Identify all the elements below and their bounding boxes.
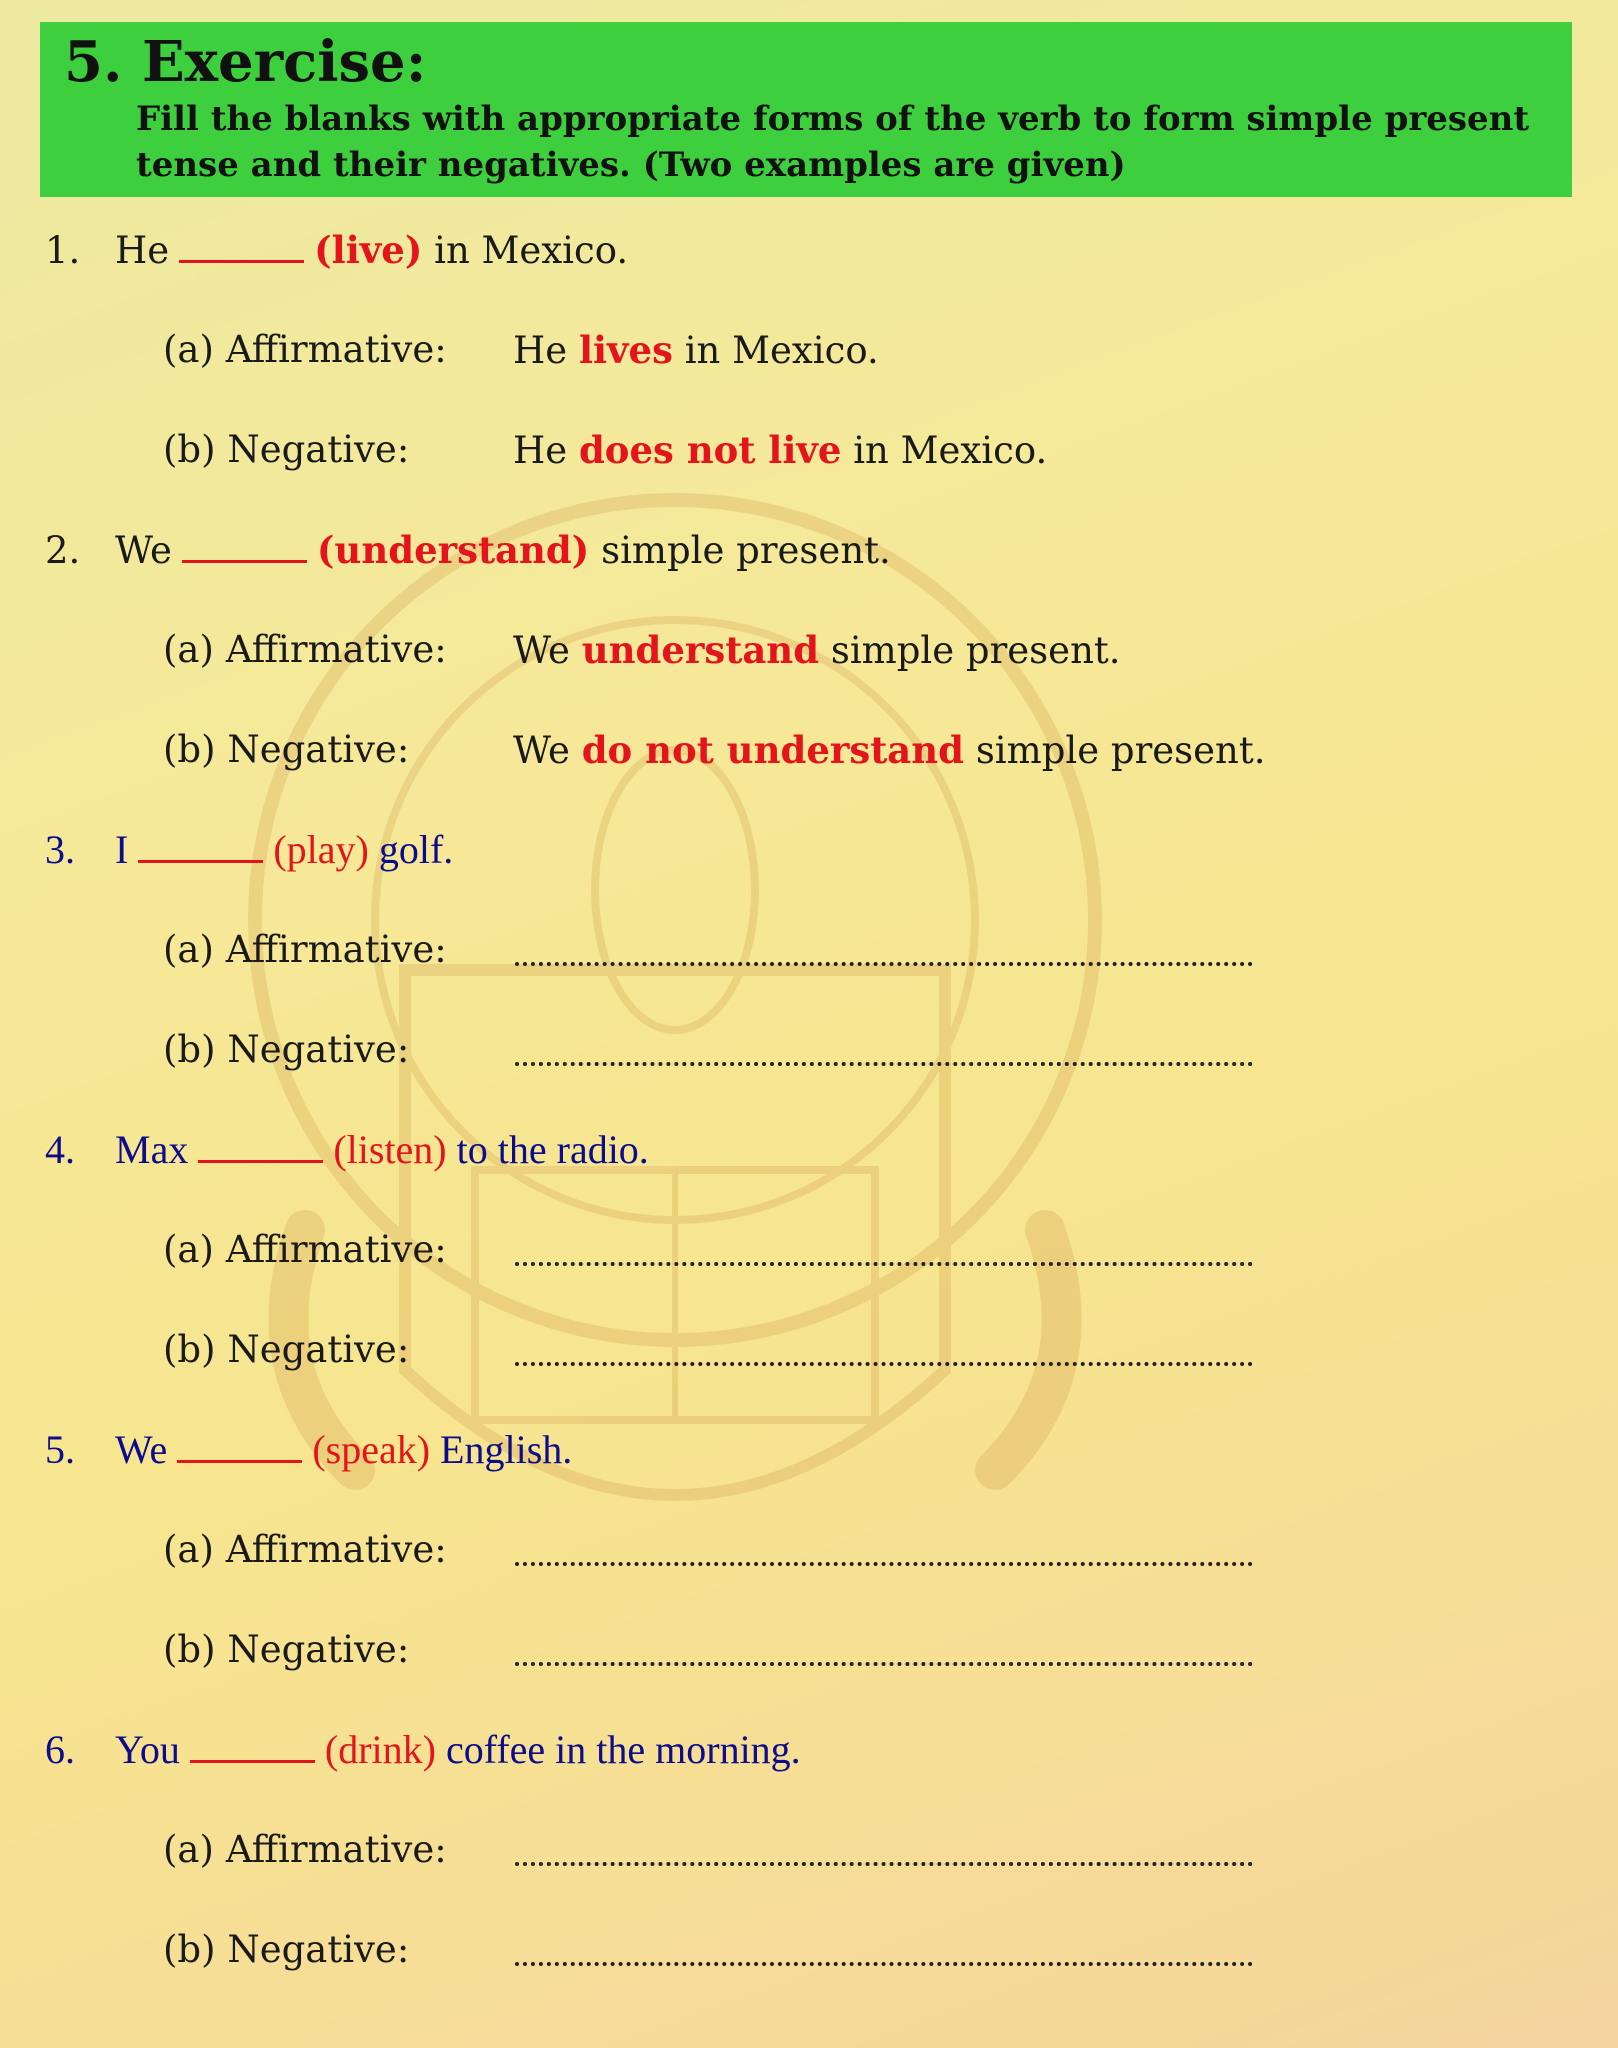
negative-label: (b) Negative: (163, 1028, 410, 1071)
question-subject: I (115, 827, 129, 872)
affirmative-answer: We understand simple present. (513, 628, 1121, 672)
exercise-header (40, 22, 1572, 197)
question-2 (45, 528, 891, 573)
verb-hint: (live) (314, 228, 423, 272)
affirmative-label: (a) Affirmative: (163, 628, 447, 671)
negative-label: (b) Negative: (163, 728, 410, 771)
question-1 (45, 228, 628, 273)
question-rest: coffee in the morning. (445, 1727, 801, 1772)
verb-hint: (play) (273, 827, 369, 872)
question-rest: English. (440, 1427, 573, 1472)
question-subject: Max (115, 1127, 189, 1172)
question-rest: in Mexico. (434, 229, 629, 272)
verb-hint: (listen) (333, 1127, 447, 1172)
negative-label: (b) Negative: (163, 428, 410, 471)
question-3 (45, 828, 453, 872)
negative-answer: He does not live in Mexico. (513, 428, 1048, 472)
negative-answer-line[interactable] (515, 1662, 1253, 1666)
negative-answer-line[interactable] (515, 1062, 1253, 1066)
affirmative-answer-line[interactable] (515, 1862, 1253, 1866)
question-subject: We (115, 1427, 168, 1472)
verb-hint: (drink) (324, 1727, 436, 1772)
verb-hint: (speak) (312, 1427, 431, 1472)
exercise-title: 5. Exercise: (64, 29, 427, 95)
question-6 (45, 1728, 801, 1772)
question-number: 3. (45, 827, 75, 872)
affirmative-answer-line[interactable] (515, 1262, 1253, 1266)
negative-label: (b) Negative: (163, 1328, 410, 1371)
question-subject: He (115, 229, 170, 272)
question-rest: to the radio. (456, 1127, 649, 1172)
question-number: 2. (45, 529, 81, 572)
question-subject: We (115, 529, 172, 572)
negative-label: (b) Negative: (163, 1928, 410, 1971)
affirmative-label: (a) Affirmative: (163, 328, 447, 371)
question-rest: golf. (378, 827, 454, 872)
question-number: 6. (45, 1727, 75, 1772)
affirmative-answer: He lives in Mexico. (513, 328, 879, 372)
question-number: 4. (45, 1127, 75, 1172)
question-rest: simple present. (601, 529, 891, 572)
negative-answer-line[interactable] (515, 1362, 1253, 1366)
affirmative-label: (a) Affirmative: (163, 928, 447, 971)
question-subject: You (115, 1727, 180, 1772)
answer-blank[interactable] (177, 1450, 302, 1463)
affirmative-label: (a) Affirmative: (163, 1828, 447, 1871)
question-4 (45, 1128, 649, 1172)
affirmative-answer-line[interactable] (515, 1562, 1253, 1566)
affirmative-answer-line[interactable] (515, 962, 1253, 966)
answer-blank[interactable] (138, 850, 263, 863)
affirmative-label: (a) Affirmative: (163, 1528, 447, 1571)
question-5 (45, 1428, 572, 1472)
question-number: 1. (45, 229, 81, 272)
negative-label: (b) Negative: (163, 1628, 410, 1671)
answer-blank[interactable] (179, 250, 304, 263)
exercise-instructions: Fill the blanks with appropriate forms of the verb to form simple present tense and their negatives. (Two examples are given) (136, 99, 1530, 185)
affirmative-label: (a) Affirmative: (163, 1228, 447, 1271)
negative-answer: We do not understand simple present. (513, 728, 1266, 772)
answer-blank[interactable] (190, 1750, 315, 1763)
question-number: 5. (45, 1427, 75, 1472)
answer-blank[interactable] (198, 1150, 323, 1163)
answer-blank[interactable] (182, 550, 307, 563)
verb-hint: (understand) (316, 528, 590, 572)
negative-answer-line[interactable] (515, 1962, 1253, 1966)
